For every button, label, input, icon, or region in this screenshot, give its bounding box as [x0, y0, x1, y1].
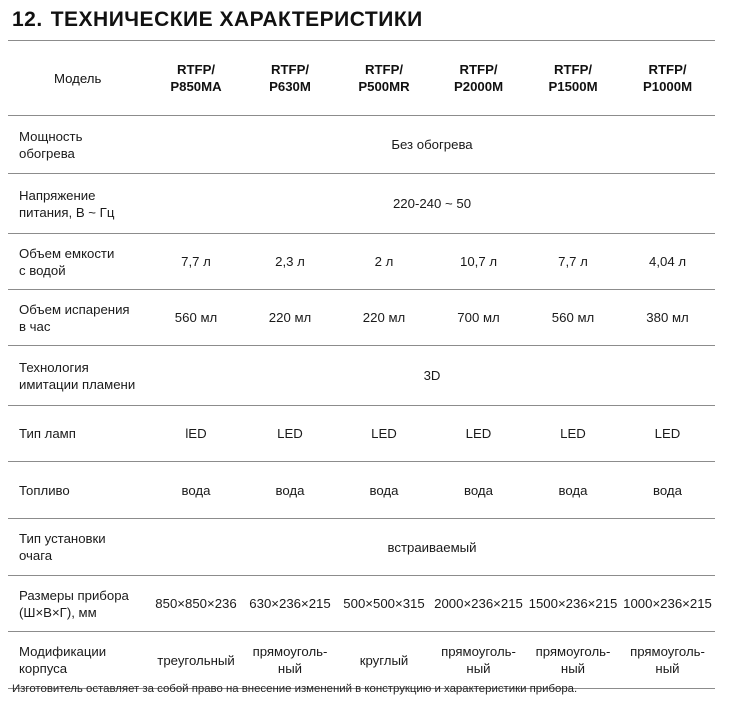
- value-cell: LED: [337, 406, 431, 462]
- value-cell: 1500×236×215: [526, 576, 620, 632]
- value-line: круглый: [359, 652, 409, 668]
- model-name-line: RTFP/: [270, 62, 310, 77]
- value-cell: lED: [149, 406, 243, 462]
- table-row: [8, 406, 715, 462]
- model-column-header: [526, 41, 620, 116]
- value-cell: 1000×236×215: [620, 576, 715, 632]
- value-line: ный: [655, 661, 680, 676]
- model-name-line: RTFP/: [364, 62, 404, 77]
- section-title: [12, 8, 423, 32]
- row-label-line: корпуса: [19, 661, 68, 676]
- row-label: [8, 234, 149, 290]
- value-line: прямоуголь-: [630, 644, 705, 659]
- value-cell: 10,7 л: [431, 234, 526, 290]
- value-cell: 220 мл: [243, 290, 337, 346]
- value-line: ный: [466, 661, 491, 676]
- row-label-line: Технология: [19, 359, 89, 375]
- row-label: [8, 632, 149, 689]
- merged-value-cell: встраиваемый: [149, 519, 715, 576]
- value-line: ный: [277, 661, 303, 676]
- value-cell: 4,04 л: [620, 234, 715, 290]
- row-label-line: Объем емкости: [19, 245, 115, 261]
- value-cell: вода: [243, 462, 337, 519]
- value-cell: 2,3 л: [243, 234, 337, 290]
- value-cell: вода: [620, 462, 715, 519]
- merged-value-cell: Без обогрева: [149, 116, 715, 174]
- value-cell: [243, 632, 337, 689]
- table-row: [8, 462, 715, 519]
- model-name-line: P850MA: [170, 79, 222, 94]
- value-cell: 380 мл: [620, 290, 715, 346]
- specs-table: [8, 40, 715, 689]
- value-line: прямоуголь-: [252, 644, 328, 659]
- value-cell: 700 мл: [431, 290, 526, 346]
- model-column-header: [620, 41, 715, 116]
- section-title-text: ТЕХНИЧЕСКИЕ ХАРАКТЕРИСТИКИ: [50, 8, 423, 31]
- model-column-header: [431, 41, 526, 116]
- value-cell: 220 мл: [337, 290, 431, 346]
- model-column-header: [149, 41, 243, 116]
- value-cell: 7,7 л: [149, 234, 243, 290]
- value-line: прямоуголь-: [441, 644, 516, 659]
- specs-table-body: [8, 116, 715, 689]
- row-label-line: Модификации: [19, 644, 107, 659]
- model-name-line: RTFP/: [459, 62, 498, 77]
- value-cell: [620, 632, 715, 689]
- row-label-line: Тип установки: [19, 531, 106, 546]
- model-column-header: [337, 41, 431, 116]
- table-row: [8, 576, 715, 632]
- merged-value-cell: 3D: [149, 346, 715, 406]
- model-name-line: RTFP/: [176, 62, 216, 77]
- table-row: [8, 174, 715, 234]
- row-label-line: Тип ламп: [19, 426, 76, 441]
- row-label-line: Топливо: [19, 482, 70, 498]
- value-cell: [337, 632, 431, 689]
- row-label-line: очага: [19, 548, 53, 563]
- model-name-line: P630M: [269, 79, 311, 94]
- model-name-line: P2000M: [453, 79, 504, 94]
- value-cell: 7,7 л: [526, 234, 620, 290]
- value-cell: 630×236×215: [243, 576, 337, 632]
- model-name-line: RTFP/: [648, 62, 687, 77]
- table-row: [8, 234, 715, 290]
- value-line: ный: [560, 661, 586, 676]
- value-cell: 500×500×315: [337, 576, 431, 632]
- row-label-line: в час: [19, 318, 51, 334]
- row-label: [8, 576, 149, 632]
- value-cell: LED: [526, 406, 620, 462]
- row-label-line: Мощность: [19, 128, 83, 144]
- model-header: Модель: [8, 41, 149, 116]
- table-row: [8, 290, 715, 346]
- value-cell: вода: [431, 462, 526, 519]
- row-label: [8, 116, 149, 174]
- value-cell: LED: [431, 406, 526, 462]
- model-name-line: P1000M: [642, 79, 693, 94]
- value-cell: 560 мл: [526, 290, 620, 346]
- footnote: Изготовитель оставляет за собой право на внесение изменений в конструкцию и характеристики прибора.: [12, 683, 578, 695]
- row-label-line: (Ш×В×Г), мм: [19, 604, 97, 620]
- model-name-line: RTFP/: [553, 62, 593, 77]
- row-label-line: имитации пламени: [19, 376, 136, 392]
- row-label-line: питания, В ~ Гц: [19, 204, 115, 220]
- value-cell: [149, 632, 243, 689]
- table-row: [8, 632, 715, 689]
- model-name-line: P500MR: [358, 79, 410, 94]
- row-label: [8, 290, 149, 346]
- row-label: [8, 519, 149, 576]
- table-row: [8, 519, 715, 576]
- section-number: 12.: [12, 8, 43, 31]
- value-cell: [431, 632, 526, 689]
- value-line: треугольный: [157, 652, 235, 668]
- model-column-header: [243, 41, 337, 116]
- row-label: [8, 174, 149, 234]
- row-label-line: Объем испарения: [19, 301, 130, 317]
- value-cell: 850×850×236: [149, 576, 243, 632]
- header-row: [8, 41, 715, 116]
- row-label-line: Размеры прибора: [19, 587, 129, 603]
- row-label-line: с водой: [19, 262, 66, 278]
- table-row: [8, 346, 715, 406]
- row-label: [8, 462, 149, 519]
- merged-value-cell: 220-240 ~ 50: [149, 174, 715, 234]
- model-name-line: P1500M: [548, 79, 598, 94]
- value-cell: 560 мл: [149, 290, 243, 346]
- value-cell: вода: [149, 462, 243, 519]
- value-cell: 2 л: [337, 234, 431, 290]
- value-cell: LED: [620, 406, 715, 462]
- value-cell: вода: [337, 462, 431, 519]
- table-row: [8, 116, 715, 174]
- row-label: [8, 406, 149, 462]
- row-label: [8, 346, 149, 406]
- value-cell: LED: [243, 406, 337, 462]
- value-cell: 2000×236×215: [431, 576, 526, 632]
- value-cell: вода: [526, 462, 620, 519]
- value-line: прямоуголь-: [535, 644, 611, 659]
- row-label-line: обогрева: [19, 145, 75, 161]
- value-cell: [526, 632, 620, 689]
- row-label-line: Напряжение: [19, 187, 96, 203]
